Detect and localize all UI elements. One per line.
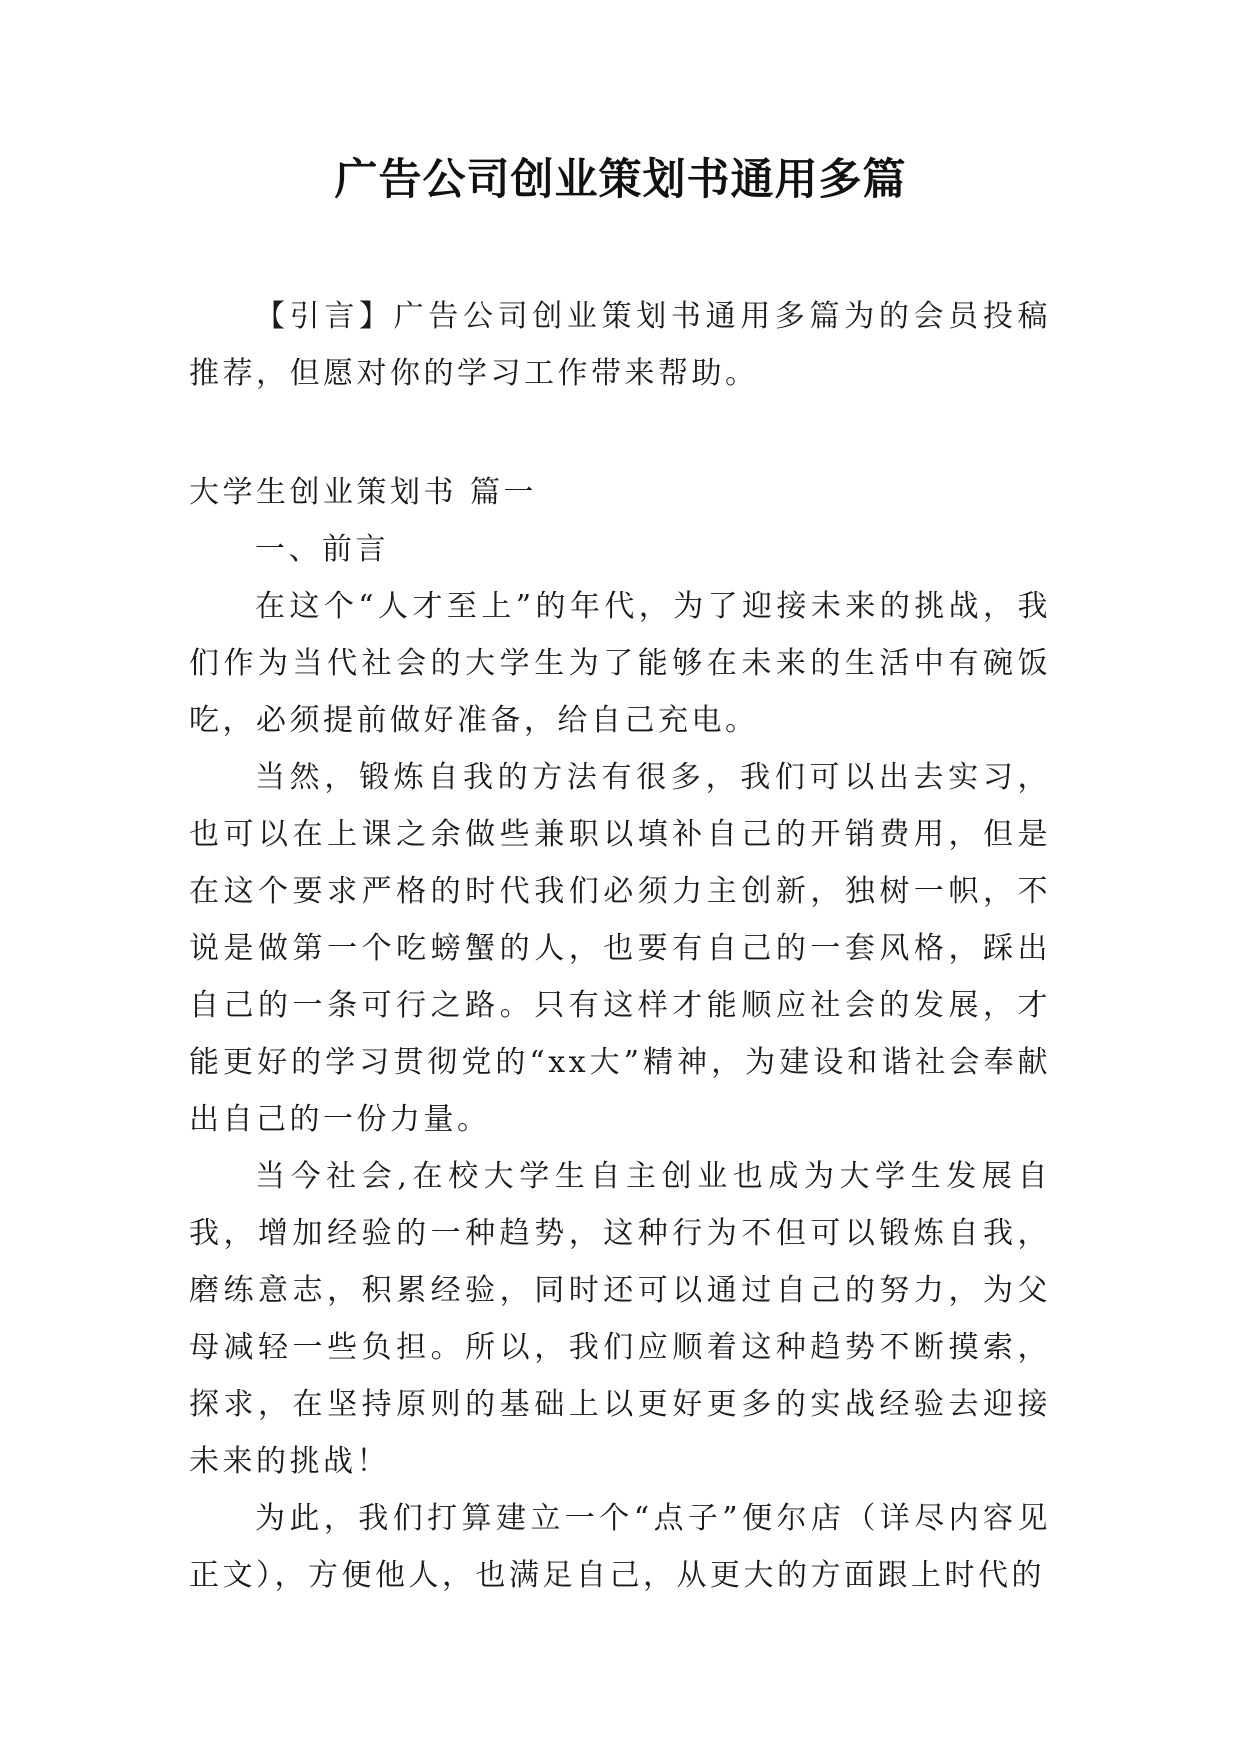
document-title: 广告公司创业策划书通用多篇	[334, 155, 907, 205]
subheading-preface: 一、前言	[255, 532, 389, 567]
body-paragraph: 当然，锻炼自我的方法有很多，我们可以出去实习，也可以在上课之余做些兼职以填补自己的开销费用，但是在这个要求严格的时代我们必须力主创新，独树一帜，不说是做第一个吃螃蟹的人，也要有自己的一套风格，踩出自己的一条可行之路。只有这样才能顺应社会的发展，才能更好的学习贯彻党的“xx大”精神，为建设和谐社会奉献出自己的一份力量。	[189, 760, 1051, 1137]
intro-paragraph: 【引言】广告公司创业策划书通用多篇为的会员投稿推荐，但愿对你的学习工作带来帮助。	[189, 299, 1051, 391]
body-paragraph: 为此，我们打算建立一个“点子”便尔店（详尽内容见正文），方便他人，也满足自己，从更大的方面跟上时代的	[189, 1501, 1051, 1593]
body-paragraph: 当今社会,在校大学生自主创业也成为大学生发展自我，增加经验的一种趋势，这种行为不但可以锻炼自我，磨练意志，积累经验，同时还可以通过自己的努力，为父母减轻一些负担。所以，我们应顺着这种趋势不断摸索，探求，在坚持原则的基础上以更好更多的实战经验去迎接未来的挑战！	[189, 1159, 1051, 1479]
document-body	[189, 288, 1051, 1604]
body-paragraph: 在这个“人才至上”的年代，为了迎接未来的挑战，我们作为当代社会的大学生为了能够在未来的生活中有碗饭吃，必须提前做好准备，给自己充电。	[189, 589, 1051, 738]
section-heading: 大学生创业策划书 篇一	[189, 475, 538, 510]
